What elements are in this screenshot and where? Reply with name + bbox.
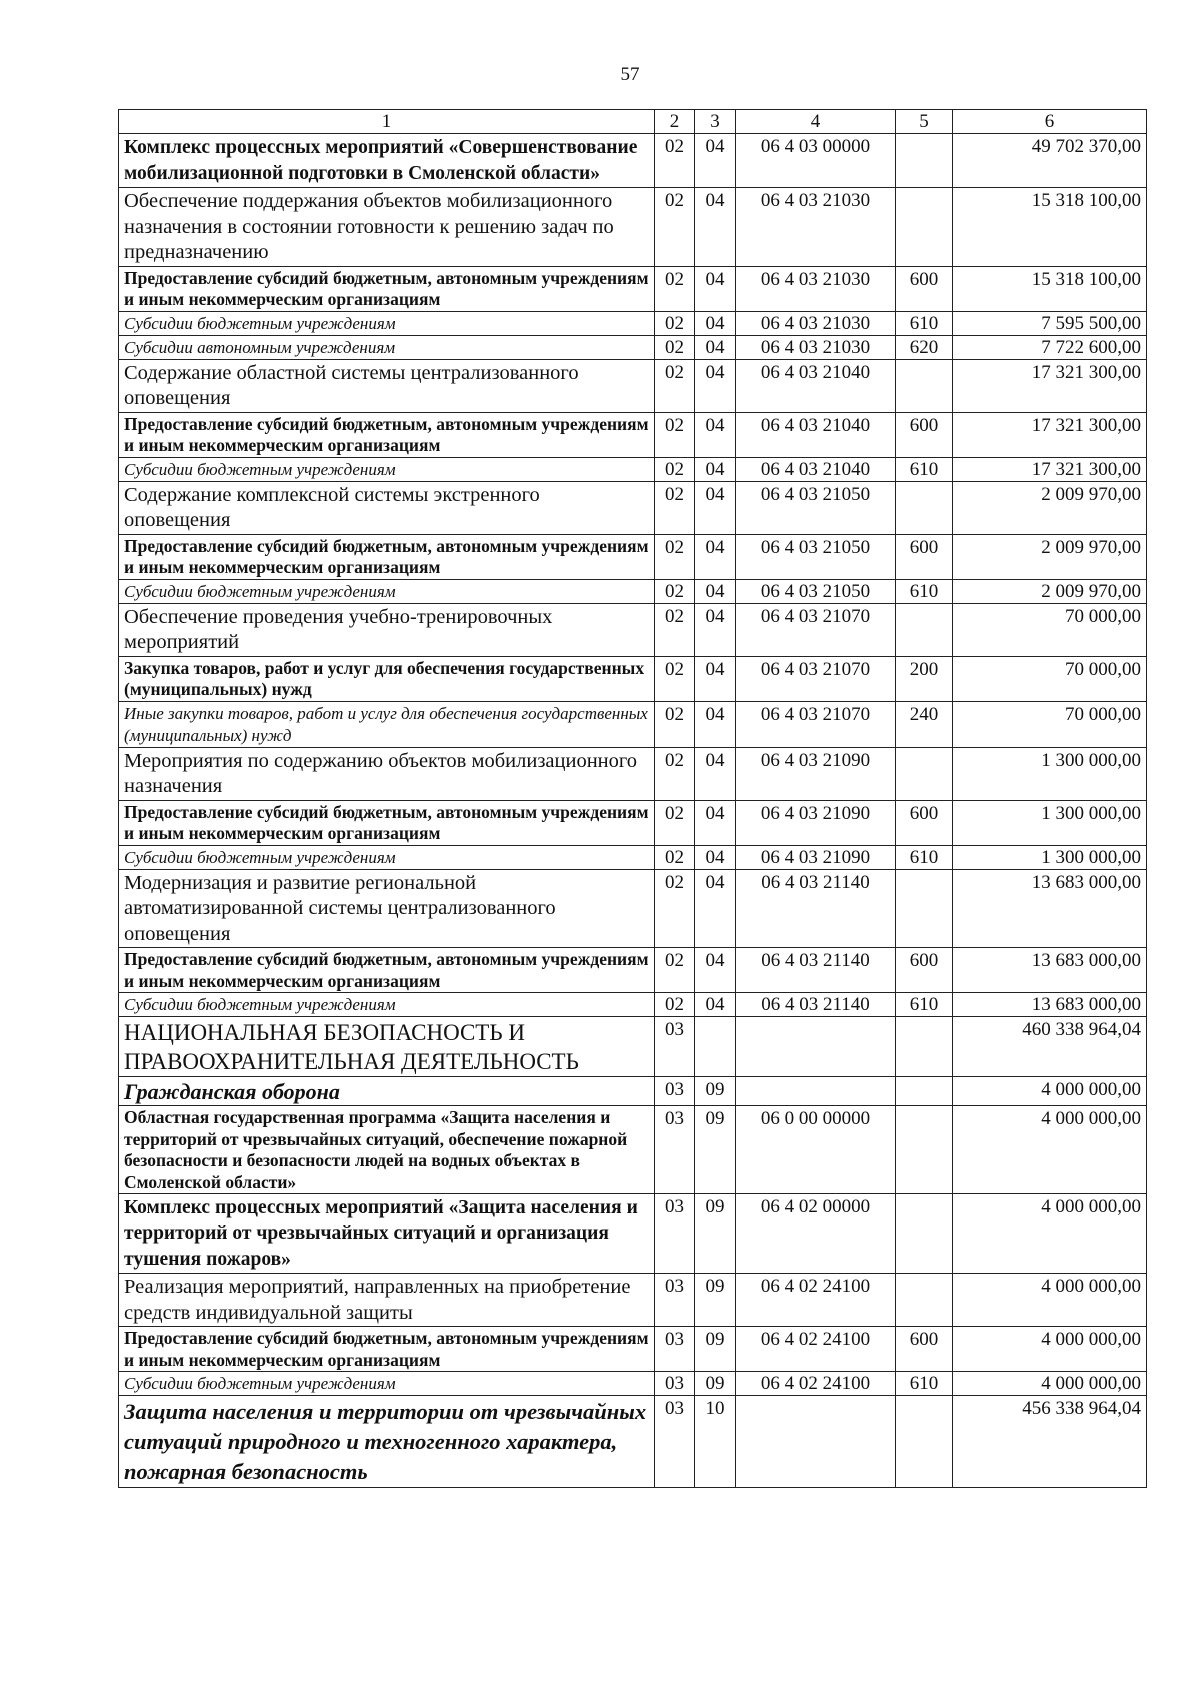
table-row xyxy=(119,1274,1147,1327)
expense-type-code: 600 xyxy=(896,266,953,311)
budget-table xyxy=(118,109,1147,1488)
header-col-1: 1 xyxy=(119,110,655,134)
target-article-code: 06 4 02 24100 xyxy=(736,1372,896,1396)
amount: 15 318 100,00 xyxy=(953,188,1147,267)
amount: 15 318 100,00 xyxy=(953,266,1147,311)
subsection-code: 04 xyxy=(695,747,736,800)
amount: 70 000,00 xyxy=(953,701,1147,747)
target-article-code: 06 4 03 21040 xyxy=(736,457,896,481)
item-name: Мероприятия по содержанию объектов мобилизационного назначения xyxy=(119,747,655,800)
target-article-code: 06 4 03 21050 xyxy=(736,579,896,603)
section-code: 02 xyxy=(655,534,695,579)
subsection-code: 04 xyxy=(695,481,736,534)
item-name: Областная государственная программа «Защита населения и территорий от чрезвычайных ситуаций, обеспечение пожарной безопасности и безопасности людей на водных объектах в Смоленской области» xyxy=(119,1106,655,1194)
subsection-code: 04 xyxy=(695,335,736,359)
subsection-code: 04 xyxy=(695,134,736,188)
table-row xyxy=(119,412,1147,457)
item-name: Содержание областной системы централизованного оповещения xyxy=(119,359,655,412)
table-row xyxy=(119,603,1147,656)
amount: 2 009 970,00 xyxy=(953,481,1147,534)
subsection-code: 04 xyxy=(695,603,736,656)
table-row xyxy=(119,1194,1147,1274)
section-code: 02 xyxy=(655,603,695,656)
section-code: 02 xyxy=(655,188,695,267)
table-row xyxy=(119,800,1147,845)
target-article-code: 06 4 03 21070 xyxy=(736,603,896,656)
target-article-code: 06 4 03 21030 xyxy=(736,311,896,335)
expense-type-code: 240 xyxy=(896,701,953,747)
item-name: Субсидии бюджетным учреждениям xyxy=(119,845,655,869)
table-row xyxy=(119,948,1147,993)
target-article-code: 06 4 03 21090 xyxy=(736,747,896,800)
section-code: 02 xyxy=(655,869,695,948)
expense-type-code xyxy=(896,1396,953,1488)
subsection-code xyxy=(695,1017,736,1077)
amount: 4 000 000,00 xyxy=(953,1327,1147,1372)
table-row xyxy=(119,134,1147,188)
section-code: 02 xyxy=(655,335,695,359)
amount: 49 702 370,00 xyxy=(953,134,1147,188)
expense-type-code: 610 xyxy=(896,311,953,335)
table-row xyxy=(119,1017,1147,1077)
target-article-code: 06 4 03 21030 xyxy=(736,335,896,359)
item-name: Содержание комплексной системы экстренного оповещения xyxy=(119,481,655,534)
subsection-code: 04 xyxy=(695,534,736,579)
target-article-code: 06 4 02 24100 xyxy=(736,1274,896,1327)
target-article-code: 06 4 03 21050 xyxy=(736,481,896,534)
amount: 2 009 970,00 xyxy=(953,534,1147,579)
section-code: 02 xyxy=(655,481,695,534)
budget-table-body xyxy=(119,110,1147,1488)
subsection-code: 09 xyxy=(695,1194,736,1274)
table-row xyxy=(119,1372,1147,1396)
amount: 1 300 000,00 xyxy=(953,845,1147,869)
expense-type-code: 610 xyxy=(896,993,953,1017)
expense-type-code: 610 xyxy=(896,457,953,481)
amount: 2 009 970,00 xyxy=(953,579,1147,603)
section-code: 02 xyxy=(655,656,695,701)
section-code: 02 xyxy=(655,266,695,311)
subsection-code: 10 xyxy=(695,1396,736,1488)
expense-type-code: 610 xyxy=(896,845,953,869)
section-code: 02 xyxy=(655,311,695,335)
target-article-code: 06 4 03 21140 xyxy=(736,948,896,993)
amount: 17 321 300,00 xyxy=(953,457,1147,481)
subsection-code: 04 xyxy=(695,701,736,747)
table-row xyxy=(119,579,1147,603)
expense-type-code xyxy=(896,134,953,188)
subsection-code: 04 xyxy=(695,412,736,457)
header-col-5: 5 xyxy=(896,110,953,134)
subsection-code: 09 xyxy=(695,1077,736,1106)
amount: 4 000 000,00 xyxy=(953,1194,1147,1274)
expense-type-code xyxy=(896,1077,953,1106)
section-code: 03 xyxy=(655,1017,695,1077)
item-name: Субсидии бюджетным учреждениям xyxy=(119,457,655,481)
item-name: Гражданская оборона xyxy=(119,1077,655,1106)
expense-type-code: 600 xyxy=(896,534,953,579)
expense-type-code xyxy=(896,188,953,267)
expense-type-code xyxy=(896,1017,953,1077)
target-article-code: 06 4 03 21030 xyxy=(736,188,896,267)
amount: 456 338 964,04 xyxy=(953,1396,1147,1488)
amount: 17 321 300,00 xyxy=(953,359,1147,412)
table-row xyxy=(119,266,1147,311)
table-row xyxy=(119,311,1147,335)
section-code: 02 xyxy=(655,412,695,457)
item-name: Обеспечение поддержания объектов мобилизационного назначения в состоянии готовности к решению задач по предназначению xyxy=(119,188,655,267)
amount: 13 683 000,00 xyxy=(953,948,1147,993)
expense-type-code xyxy=(896,1194,953,1274)
subsection-code: 04 xyxy=(695,579,736,603)
item-name: Субсидии бюджетным учреждениям xyxy=(119,993,655,1017)
expense-type-code xyxy=(896,869,953,948)
target-article-code: 06 4 02 24100 xyxy=(736,1327,896,1372)
amount: 1 300 000,00 xyxy=(953,800,1147,845)
section-code: 03 xyxy=(655,1106,695,1194)
expense-type-code: 600 xyxy=(896,412,953,457)
table-row xyxy=(119,656,1147,701)
table-row xyxy=(119,1106,1147,1194)
header-col-3: 3 xyxy=(695,110,736,134)
target-article-code: 06 4 03 21140 xyxy=(736,869,896,948)
subsection-code: 04 xyxy=(695,359,736,412)
table-row xyxy=(119,1396,1147,1488)
item-name: Субсидии автономным учреждениям xyxy=(119,335,655,359)
expense-type-code xyxy=(896,747,953,800)
section-code: 03 xyxy=(655,1396,695,1488)
amount: 70 000,00 xyxy=(953,656,1147,701)
item-name: Субсидии бюджетным учреждениям xyxy=(119,579,655,603)
target-article-code: 06 4 03 21040 xyxy=(736,412,896,457)
expense-type-code xyxy=(896,359,953,412)
item-name: Предоставление субсидий бюджетным, автономным учреждениям и иным некоммерческим организациям xyxy=(119,948,655,993)
target-article-code: 06 4 03 21140 xyxy=(736,993,896,1017)
target-article-code: 06 4 03 21030 xyxy=(736,266,896,311)
section-code: 03 xyxy=(655,1372,695,1396)
item-name: Предоставление субсидий бюджетным, автономным учреждениям и иным некоммерческим организациям xyxy=(119,412,655,457)
target-article-code: 06 4 03 21090 xyxy=(736,845,896,869)
expense-type-code xyxy=(896,603,953,656)
target-article-code: 06 4 03 21070 xyxy=(736,701,896,747)
item-name: Предоставление субсидий бюджетным, автономным учреждениям и иным некоммерческим организациям xyxy=(119,1327,655,1372)
section-code: 02 xyxy=(655,747,695,800)
table-row xyxy=(119,534,1147,579)
section-code: 02 xyxy=(655,579,695,603)
section-code: 02 xyxy=(655,359,695,412)
subsection-code: 04 xyxy=(695,800,736,845)
subsection-code: 09 xyxy=(695,1372,736,1396)
item-name: Предоставление субсидий бюджетным, автономным учреждениям и иным некоммерческим организациям xyxy=(119,266,655,311)
section-code: 02 xyxy=(655,701,695,747)
amount: 7 722 600,00 xyxy=(953,335,1147,359)
table-row xyxy=(119,993,1147,1017)
item-name: Обеспечение проведения учебно-тренировочных мероприятий xyxy=(119,603,655,656)
expense-type-code xyxy=(896,1274,953,1327)
amount: 460 338 964,04 xyxy=(953,1017,1147,1077)
target-article-code: 06 0 00 00000 xyxy=(736,1106,896,1194)
expense-type-code: 610 xyxy=(896,1372,953,1396)
expense-type-code xyxy=(896,481,953,534)
target-article-code: 06 4 03 21040 xyxy=(736,359,896,412)
table-row xyxy=(119,188,1147,267)
section-code: 02 xyxy=(655,993,695,1017)
item-name: Модернизация и развитие региональной автоматизированной системы централизованного оповещения xyxy=(119,869,655,948)
item-name: Иные закупки товаров, работ и услуг для обеспечения государственных (муниципальных) нужд xyxy=(119,701,655,747)
section-code: 02 xyxy=(655,134,695,188)
section-code: 02 xyxy=(655,948,695,993)
subsection-code: 04 xyxy=(695,993,736,1017)
subsection-code: 04 xyxy=(695,869,736,948)
subsection-code: 04 xyxy=(695,845,736,869)
amount: 4 000 000,00 xyxy=(953,1077,1147,1106)
header-col-2: 2 xyxy=(655,110,695,134)
item-name: Комплекс процессных мероприятий «Совершенствование мобилизационной подготовки в Смоленской области» xyxy=(119,134,655,188)
subsection-code: 09 xyxy=(695,1327,736,1372)
section-code: 02 xyxy=(655,457,695,481)
amount: 13 683 000,00 xyxy=(953,869,1147,948)
item-name: Закупка товаров, работ и услуг для обеспечения государственных (муниципальных) нужд xyxy=(119,656,655,701)
subsection-code: 04 xyxy=(695,266,736,311)
section-code: 02 xyxy=(655,800,695,845)
target-article-code xyxy=(736,1396,896,1488)
expense-type-code: 200 xyxy=(896,656,953,701)
item-name: Реализация мероприятий, направленных на приобретение средств индивидуальной защиты xyxy=(119,1274,655,1327)
expense-type-code: 600 xyxy=(896,948,953,993)
section-code: 03 xyxy=(655,1077,695,1106)
subsection-code: 04 xyxy=(695,457,736,481)
section-code: 03 xyxy=(655,1274,695,1327)
item-name: Субсидии бюджетным учреждениям xyxy=(119,311,655,335)
table-header-row xyxy=(119,110,1147,134)
expense-type-code: 610 xyxy=(896,579,953,603)
target-article-code xyxy=(736,1017,896,1077)
target-article-code: 06 4 03 21070 xyxy=(736,656,896,701)
item-name: Предоставление субсидий бюджетным, автономным учреждениям и иным некоммерческим организациям xyxy=(119,800,655,845)
amount: 1 300 000,00 xyxy=(953,747,1147,800)
subsection-code: 04 xyxy=(695,948,736,993)
expense-type-code: 620 xyxy=(896,335,953,359)
item-name: Предоставление субсидий бюджетным, автономным учреждениям и иным некоммерческим организациям xyxy=(119,534,655,579)
table-row xyxy=(119,481,1147,534)
item-name: Субсидии бюджетным учреждениям xyxy=(119,1372,655,1396)
table-row xyxy=(119,701,1147,747)
table-row xyxy=(119,747,1147,800)
header-col-4: 4 xyxy=(736,110,896,134)
amount: 4 000 000,00 xyxy=(953,1106,1147,1194)
target-article-code: 06 4 03 00000 xyxy=(736,134,896,188)
expense-type-code: 600 xyxy=(896,800,953,845)
page-number: 57 xyxy=(620,64,640,85)
target-article-code: 06 4 03 21090 xyxy=(736,800,896,845)
section-code: 02 xyxy=(655,845,695,869)
item-name: НАЦИОНАЛЬНАЯ БЕЗОПАСНОСТЬ И ПРАВООХРАНИТЕЛЬНАЯ ДЕЯТЕЛЬНОСТЬ xyxy=(119,1017,655,1077)
amount: 4 000 000,00 xyxy=(953,1372,1147,1396)
table-row xyxy=(119,457,1147,481)
subsection-code: 04 xyxy=(695,656,736,701)
table-row xyxy=(119,1077,1147,1106)
item-name: Комплекс процессных мероприятий «Защита населения и территорий от чрезвычайных ситуаций и организация тушения пожаров» xyxy=(119,1194,655,1274)
table-row xyxy=(119,359,1147,412)
table-row xyxy=(119,1327,1147,1372)
table-row xyxy=(119,845,1147,869)
amount: 17 321 300,00 xyxy=(953,412,1147,457)
header-col-6: 6 xyxy=(953,110,1147,134)
target-article-code xyxy=(736,1077,896,1106)
amount: 7 595 500,00 xyxy=(953,311,1147,335)
section-code: 03 xyxy=(655,1327,695,1372)
expense-type-code xyxy=(896,1106,953,1194)
item-name: Защита населения и территории от чрезвычайных ситуаций природного и техногенного характера, пожарная безопасность xyxy=(119,1396,655,1488)
subsection-code: 04 xyxy=(695,188,736,267)
subsection-code: 04 xyxy=(695,311,736,335)
target-article-code: 06 4 02 00000 xyxy=(736,1194,896,1274)
section-code: 03 xyxy=(655,1194,695,1274)
expense-type-code: 600 xyxy=(896,1327,953,1372)
table-row xyxy=(119,335,1147,359)
amount: 70 000,00 xyxy=(953,603,1147,656)
amount: 13 683 000,00 xyxy=(953,993,1147,1017)
subsection-code: 09 xyxy=(695,1106,736,1194)
amount: 4 000 000,00 xyxy=(953,1274,1147,1327)
target-article-code: 06 4 03 21050 xyxy=(736,534,896,579)
subsection-code: 09 xyxy=(695,1274,736,1327)
table-row xyxy=(119,869,1147,948)
